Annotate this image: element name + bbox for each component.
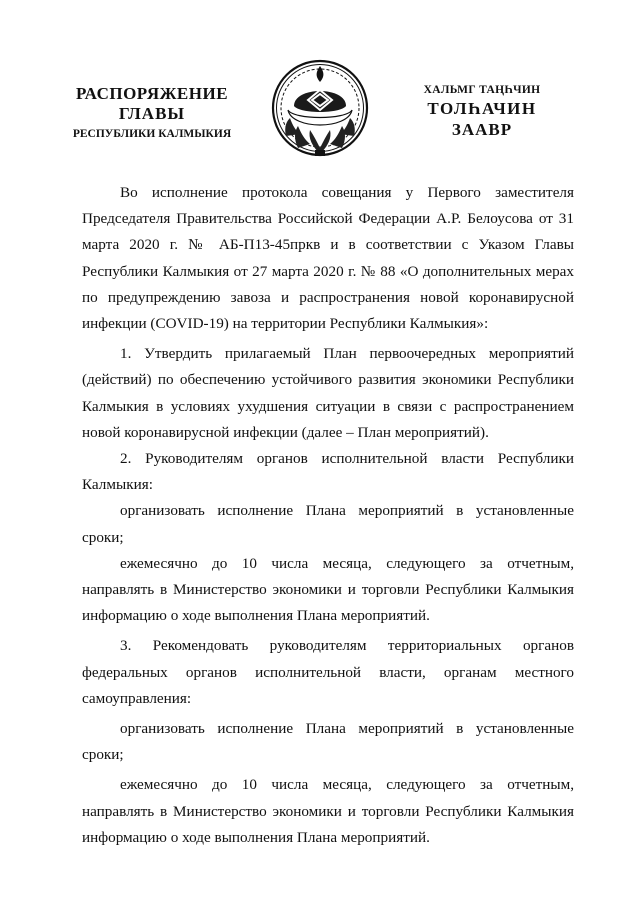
preamble-paragraph: Во исполнение протокола совещания у Первого заместителя Председателя Правительства Российской Федерации А.Р. Белоусова от 31 марта 2020 г. № АБ-П13-45пркв и в соответствии с Указом Главы Республики Калмыкия от 27 марта 2020 г. № 88 «О дополнительных мерах по предупреждению завоза и распространения новой коронавирусной инфекции (COVID-19) на территории Республики Калмыкия»: — [82, 184, 574, 333]
item-2-paragraph: 2. Руководителям органов исполнительной власти Республики Калмыкия: — [82, 450, 574, 494]
item-3-paragraph: 3. Рекомендовать руководителям территориальных органов федеральных органов исполнительной власти, органам местного самоуправления: — [82, 637, 574, 707]
header-left-republic: РЕСПУБЛИКИ КАЛМЫКИЯ — [72, 128, 232, 140]
item-2-subitem-b: ежемесячно до 10 числа месяца, следующего за отчетным, направлять в Министерство экономики и торговли Республики Калмыкия информацию о ходе выполнения Плана мероприятий. — [82, 554, 574, 625]
header-right-line1: ХАЛЬМГ ТАҢҺЧИН — [423, 84, 541, 96]
header-left-title: РАСПОРЯЖЕНИЕ — [75, 84, 229, 103]
item-3-subitem-b: ежемесячно до 10 числа месяца, следующего за отчетным, направлять в Министерство экономики и торговли Республики Калмыкия информацию о ходе выполнения Плана мероприятий. — [82, 776, 574, 846]
item-2-subitem-a: организовать исполнение Плана мероприятий в установленные сроки; — [82, 502, 574, 546]
header-left — [52, 84, 252, 142]
item-3-subitem-a: организовать исполнение Плана мероприятий в установленные сроки; — [82, 720, 574, 764]
header-right-line3: ЗААВР — [451, 120, 513, 139]
header-right — [382, 82, 582, 140]
header-right-line2: ТОЛҺАЧИН — [427, 99, 537, 118]
document-body — [82, 180, 574, 851]
item-1-paragraph: 1. Утвердить прилагаемый План первоочередных мероприятий (действий) по обеспечению устойчивого развития экономики Республики Калмыкия в условиях ухудшения ситуации в связи с распространением новой коронавирусной инфекции (далее – План мероприятий). — [82, 345, 574, 441]
kalmykia-coat-of-arms-icon — [268, 56, 372, 164]
header-left-subtitle: ГЛАВЫ — [118, 104, 186, 123]
